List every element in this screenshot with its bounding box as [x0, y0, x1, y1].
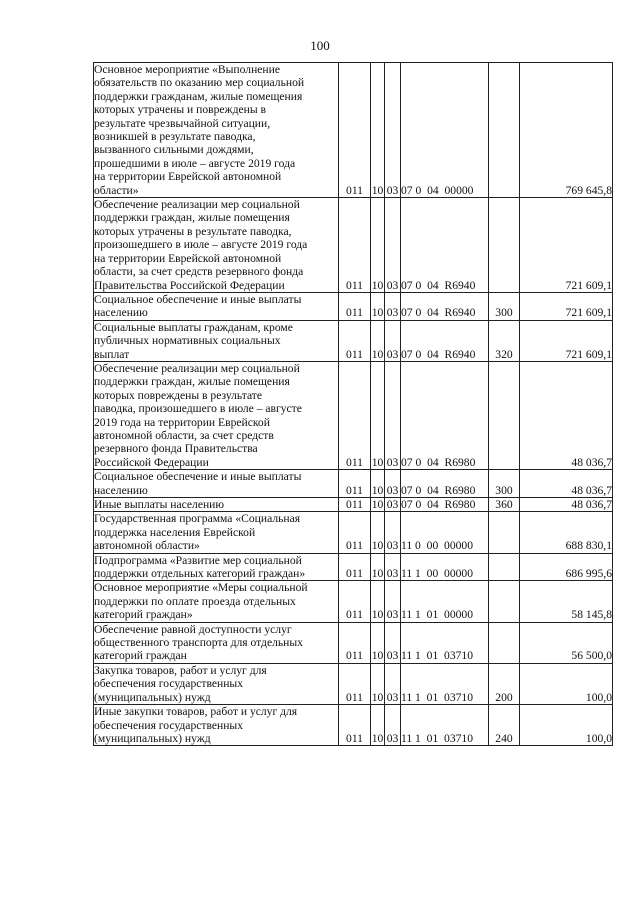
expense-item-name-line: поддержки отдельных категорий граждан»	[94, 567, 306, 581]
table-row	[94, 553, 613, 581]
expense-type-code	[489, 622, 520, 663]
target-article-code: 07 0 04 R6980	[401, 361, 489, 469]
expense-type-code	[489, 512, 520, 553]
expense-item-name-line: Основное мероприятие «Меры социальной	[94, 581, 308, 595]
expense-item-name-line: (муниципальных) нужд	[94, 731, 211, 745]
amount: 721 609,1	[520, 198, 613, 293]
ministry-code: 011	[339, 470, 371, 498]
table-row	[94, 63, 613, 198]
expense-type-code: 200	[489, 663, 520, 704]
table-row	[94, 198, 613, 293]
subsection-code: 03	[385, 512, 401, 553]
amount: 48 036,7	[520, 498, 613, 512]
section-code: 10	[371, 63, 385, 198]
amount: 48 036,7	[520, 361, 613, 469]
ministry-code: 011	[339, 663, 371, 704]
target-article-code: 11 1 01 03710	[401, 705, 489, 746]
expense-item-name	[94, 705, 339, 746]
target-article-code: 07 0 04 R6940	[401, 198, 489, 293]
ministry-code: 011	[339, 292, 371, 320]
ministry-code: 011	[339, 361, 371, 469]
target-article-code: 07 0 04 R6980	[401, 470, 489, 498]
expense-item-name-line: Государственная программа «Социальная	[94, 512, 301, 526]
target-article-code: 11 1 00 00000	[401, 553, 489, 581]
ministry-code: 011	[339, 63, 371, 198]
subsection-code: 03	[385, 705, 401, 746]
expense-item-name-line: 2019 года на территории Еврейской	[94, 415, 270, 429]
section-code: 10	[371, 663, 385, 704]
expense-item-name-line: населению	[94, 483, 148, 497]
expense-item-name	[94, 581, 339, 622]
page-number: 100	[310, 38, 330, 53]
subsection-code: 03	[385, 63, 401, 198]
expense-item-name-line: прошедшими в июле – августе 2019 года	[94, 156, 296, 170]
expense-item-name	[94, 198, 339, 293]
table-row	[94, 512, 613, 553]
expense-item-name	[94, 498, 339, 512]
expense-item-name-line: выплат	[94, 347, 130, 361]
expense-item-name-line: которых утрачены в результате паводка,	[94, 224, 292, 238]
amount: 48 036,7	[520, 470, 613, 498]
expense-item-name-line: которых повреждены в результате	[94, 388, 263, 402]
ministry-code: 011	[339, 320, 371, 361]
expense-item-name-line: публичных нормативных социальных	[94, 334, 281, 348]
target-article-code: 11 0 00 00000	[401, 512, 489, 553]
expense-item-name-line: резервного фонда Правительства	[94, 442, 258, 456]
expense-type-code	[489, 198, 520, 293]
expense-item-name-line: Социальное обеспечение и иные выплаты	[94, 470, 302, 484]
expense-item-name-line: вызванного сильными дождями,	[94, 143, 254, 157]
table-row	[94, 498, 613, 512]
section-code: 10	[371, 198, 385, 293]
expense-item-name-line: результате чрезвычайной ситуации,	[94, 116, 271, 130]
table-row	[94, 361, 613, 469]
ministry-code: 011	[339, 498, 371, 512]
section-code: 10	[371, 361, 385, 469]
expense-item-name-line: области, за счет средств резервного фонда	[94, 265, 304, 279]
expense-item-name-line: Обеспечение реализации мер социальной	[94, 361, 300, 375]
expense-item-name-line: на территории Еврейской автономной	[94, 251, 282, 265]
target-article-code: 07 0 04 R6940	[401, 292, 489, 320]
section-code: 10	[371, 498, 384, 511]
expense-item-name-line: поддержки граждан, жилые помещения	[94, 375, 290, 389]
expense-type-code: 320	[489, 320, 520, 361]
table-row	[94, 622, 613, 663]
subsection-code: 03	[385, 581, 401, 622]
expense-type-code	[489, 581, 520, 622]
expense-item-name-line: населению	[94, 306, 148, 320]
amount: 769 645,8	[520, 63, 613, 198]
section-code: 10	[371, 553, 385, 581]
table-row	[94, 663, 613, 704]
subsection-code: 03	[385, 320, 401, 361]
expense-item-name-line: которых утрачены и повреждены в	[94, 103, 266, 117]
expense-item-name-line: поддержки гражданам, жилые помещения	[94, 89, 303, 103]
expense-item-name-line: категорий граждан	[94, 649, 187, 663]
expense-item-name-line: Иные закупки товаров, работ и услуг для	[94, 705, 298, 719]
subsection-code: 03	[385, 663, 401, 704]
expense-item-name-line: Обеспечение равной доступности услуг	[94, 622, 292, 636]
expense-item-name	[94, 320, 339, 361]
expense-item-name-line: автономной области»	[94, 539, 200, 553]
amount: 58 145,8	[520, 581, 613, 622]
expense-item-name	[94, 361, 339, 469]
expense-item-name-line: паводка, произошедшего в июле – августе	[94, 402, 302, 416]
expense-item-name-line: обеспечения государственных	[94, 677, 244, 691]
expense-item-name	[94, 553, 339, 581]
subsection-code: 03	[385, 470, 401, 498]
expense-item-name-line: категорий граждан»	[94, 608, 193, 622]
expense-type-code: 360	[489, 498, 520, 512]
expense-item-name	[94, 63, 339, 198]
expense-type-code	[489, 63, 520, 198]
target-article-code: 11 1 01 03710	[401, 622, 489, 663]
expense-item-name	[94, 512, 339, 553]
expense-item-name	[94, 622, 339, 663]
expense-type-code	[489, 361, 520, 469]
expense-item-name	[94, 292, 339, 320]
ministry-code: 011	[339, 581, 371, 622]
amount: 721 609,1	[520, 292, 613, 320]
expense-item-name-line: области»	[94, 183, 139, 197]
target-article-code: 11 1 01 00000	[401, 581, 489, 622]
expense-item-name-line: Подпрограмма «Развитие мер социальной	[94, 553, 302, 567]
section-code: 10	[371, 512, 385, 553]
subsection-code: 03	[385, 361, 401, 469]
section-code: 10	[371, 470, 385, 498]
expense-item-name-line: возникшей в результате паводка,	[94, 130, 256, 144]
expense-item-name-line: на территории Еврейской автономной	[94, 170, 282, 184]
expense-item-name-line: Обеспечение реализации мер социальной	[94, 198, 300, 212]
expense-type-code: 300	[489, 470, 520, 498]
amount: 721 609,1	[520, 320, 613, 361]
amount: 688 830,1	[520, 512, 613, 553]
table-row	[94, 470, 613, 498]
section-code: 10	[371, 581, 385, 622]
expense-type-code: 240	[489, 705, 520, 746]
expense-item-name-line: обеспечения государственных	[94, 718, 244, 732]
expense-item-name-line: поддержки граждан, жилые помещения	[94, 211, 290, 225]
ministry-code: 011	[339, 622, 371, 663]
amount: 100,0	[520, 663, 613, 704]
section-code: 10	[371, 292, 385, 320]
expense-type-code	[489, 553, 520, 581]
expense-item-name-line: Иные выплаты населению	[94, 498, 225, 511]
ministry-code: 011	[339, 512, 371, 553]
budget-table-body	[94, 63, 613, 746]
expense-item-name-line: поддержка населения Еврейской	[94, 525, 256, 539]
target-article-code: 07 0 04 00000	[401, 63, 489, 198]
target-article-code: 07 0 04 R6980	[401, 498, 489, 512]
amount: 56 500,0	[520, 622, 613, 663]
expense-item-name-line: обязательств по оказанию мер социальной	[94, 76, 305, 90]
expense-item-name-line: Социальное обеспечение и иные выплаты	[94, 292, 302, 306]
section-code: 10	[371, 705, 385, 746]
section-code: 10	[371, 320, 385, 361]
ministry-code: 011	[339, 553, 371, 581]
subsection-code: 03	[385, 198, 401, 293]
subsection-code: 03	[385, 622, 401, 663]
section-code: 10	[371, 622, 385, 663]
subsection-code: 03	[385, 292, 401, 320]
ministry-code: 011	[339, 705, 371, 746]
amount: 686 995,6	[520, 553, 613, 581]
subsection-code: 03	[385, 553, 401, 581]
target-article-code: 11 1 01 03710	[401, 663, 489, 704]
expense-type-code: 300	[489, 292, 520, 320]
expense-item-name-line: произошедшего в июле – августе 2019 года	[94, 238, 308, 252]
expense-item-name-line: Закупка товаров, работ и услуг для	[94, 663, 267, 677]
expense-item-name-line: Социальные выплаты гражданам, кроме	[94, 320, 293, 334]
table-row	[94, 320, 613, 361]
amount: 100,0	[520, 705, 613, 746]
expense-item-name-line: (муниципальных) нужд	[94, 690, 211, 704]
subsection-code: 03	[385, 498, 401, 512]
expense-item-name-line: Российской Федерации	[94, 455, 209, 469]
expense-item-name	[94, 663, 339, 704]
expense-item-name-line: поддержки по оплате проезда отдельных	[94, 594, 296, 608]
expense-item-name-line: Основное мероприятие «Выполнение	[94, 63, 280, 76]
budget-table	[93, 62, 613, 746]
ministry-code: 011	[339, 198, 371, 293]
expense-item-name	[94, 470, 339, 498]
expense-item-name-line: Правительства Российской Федерации	[94, 278, 285, 292]
expense-item-name-line: общественного транспорта для отдельных	[94, 636, 303, 650]
table-row	[94, 705, 613, 746]
table-row	[94, 292, 613, 320]
expense-item-name-line: автономной области, за счет средств	[94, 428, 274, 442]
target-article-code: 07 0 04 R6940	[401, 320, 489, 361]
table-row	[94, 581, 613, 622]
